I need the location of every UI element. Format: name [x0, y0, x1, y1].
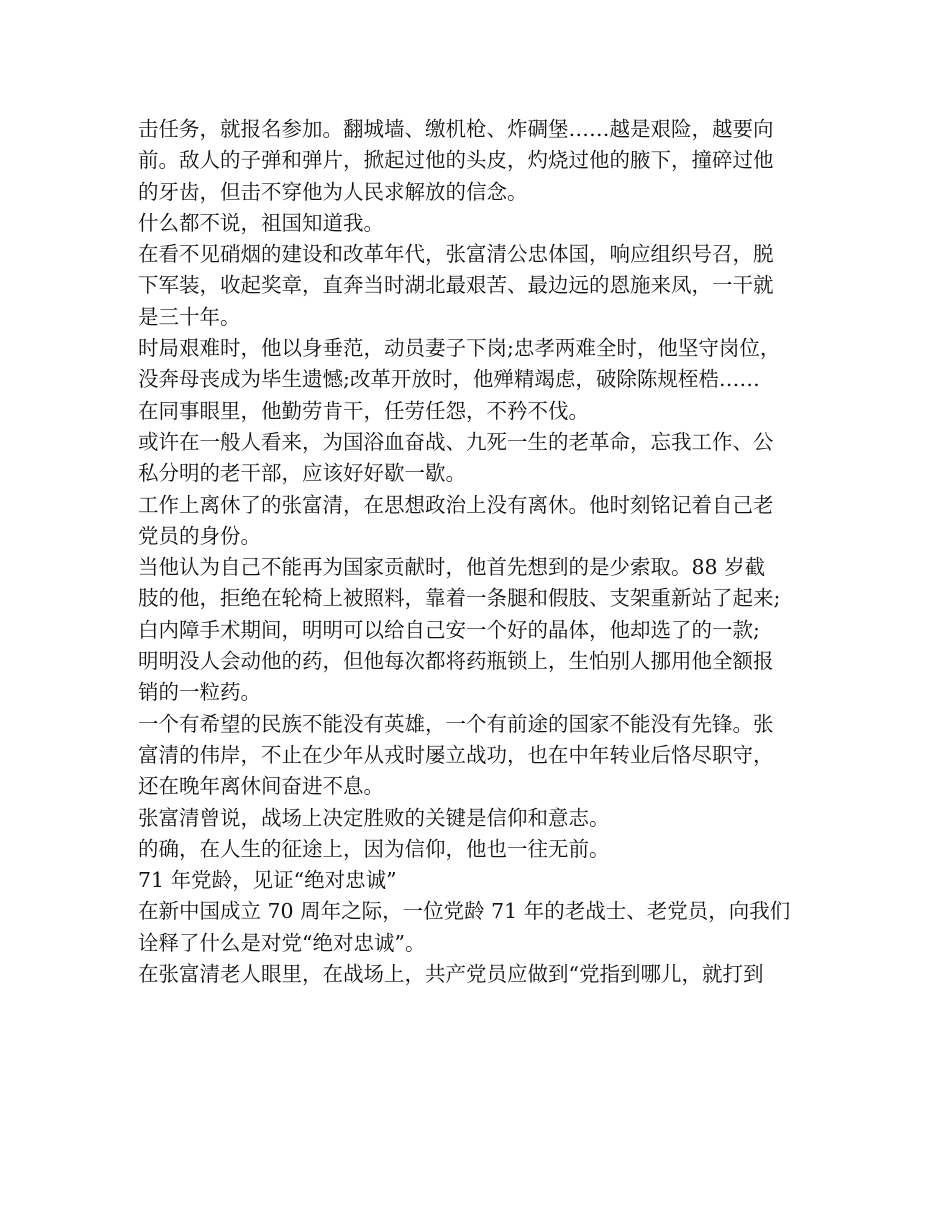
text-line: 党员的身份。 — [138, 523, 261, 548]
text-line: 的确，在人生的征途上，因为信仰，他也一往无前。 — [138, 836, 610, 861]
text-line: 当他认为自己不能再为国家贡献时，他首先想到的是少索取。88 岁截 — [138, 555, 766, 580]
text-line: 一个有希望的民族不能没有英雄，一个有前途的国家不能没有先锋。张 — [138, 711, 774, 736]
text-line: 在新中国成立 70 周年之际，一位党龄 71 年的老战士、老党员，向我们 — [138, 899, 791, 924]
text-line: 在同事眼里，他勤劳肯干，任劳任怨，不矜不伐。 — [138, 398, 589, 423]
text-line: 或许在一般人看来，为国浴血奋战、九死一生的老革命，忘我工作、公 — [138, 429, 774, 454]
text-line: 下军装，收起奖章，直奔当时湖北最艰苦、最边远的恩施来凤，一干就 — [138, 273, 774, 298]
text-line: 诠释了什么是对党“绝对忠诚”。 — [138, 930, 426, 955]
text-line: 没奔母丧成为毕生遗憾;改革开放时，他殚精竭虑，破除陈规桎梏…… — [138, 367, 760, 392]
text-line: 工作上离休了的张富清，在思想政治上没有离休。他时刻铭记着自己老 — [138, 492, 774, 517]
text-line: 是三十年。 — [138, 304, 241, 329]
text-line: 白内障手术期间，明明可以给自己安一个好的晶体，他却选了的一款; — [138, 617, 760, 642]
text-line: 在看不见硝烟的建设和改革年代，张富清公忠体国，响应组织号召，脱 — [138, 242, 774, 267]
text-line: 私分明的老干部，应该好好歇一歇。 — [138, 461, 466, 486]
text-line: 富清的伟岸，不止在少年从戎时屡立战功，也在中年转业后恪尽职守， — [138, 742, 774, 767]
text-line: 前。敌人的子弹和弹片，掀起过他的头皮，灼烧过他的腋下，撞碎过他 — [138, 148, 774, 173]
text-line: 击任务，就报名参加。翻城墙、缴机枪、炸碉堡……越是艰险，越要向 — [138, 117, 774, 141]
text-line: 时局艰难时，他以身垂范，动员妻子下岗;忠孝两难全时，他坚守岗位， — [138, 336, 781, 361]
text-line: 销的一粒药。 — [138, 680, 261, 705]
body-text — [138, 114, 818, 990]
text-line: 还在晚年离休间奋进不息。 — [138, 774, 384, 799]
text-line: 明明没人会动他的药，但他每次都将药瓶锁上，生怕别人挪用他全额报 — [138, 649, 774, 674]
text-line: 什么都不说，祖国知道我。 — [138, 210, 384, 235]
text-line: 71 年党龄，见证“绝对忠诚” — [138, 868, 397, 893]
text-line: 肢的他，拒绝在轮椅上被照料，靠着一条腿和假肢、支架重新站了起来; — [138, 586, 781, 611]
text-line: 张富清曾说，战场上决定胜败的关键是信仰和意志。 — [138, 805, 610, 830]
text-line: 的牙齿，但击不穿他为人民求解放的信念。 — [138, 179, 528, 204]
text-line: 在张富清老人眼里，在战场上，共产党员应做到“党指到哪儿，就打到 — [138, 962, 764, 987]
